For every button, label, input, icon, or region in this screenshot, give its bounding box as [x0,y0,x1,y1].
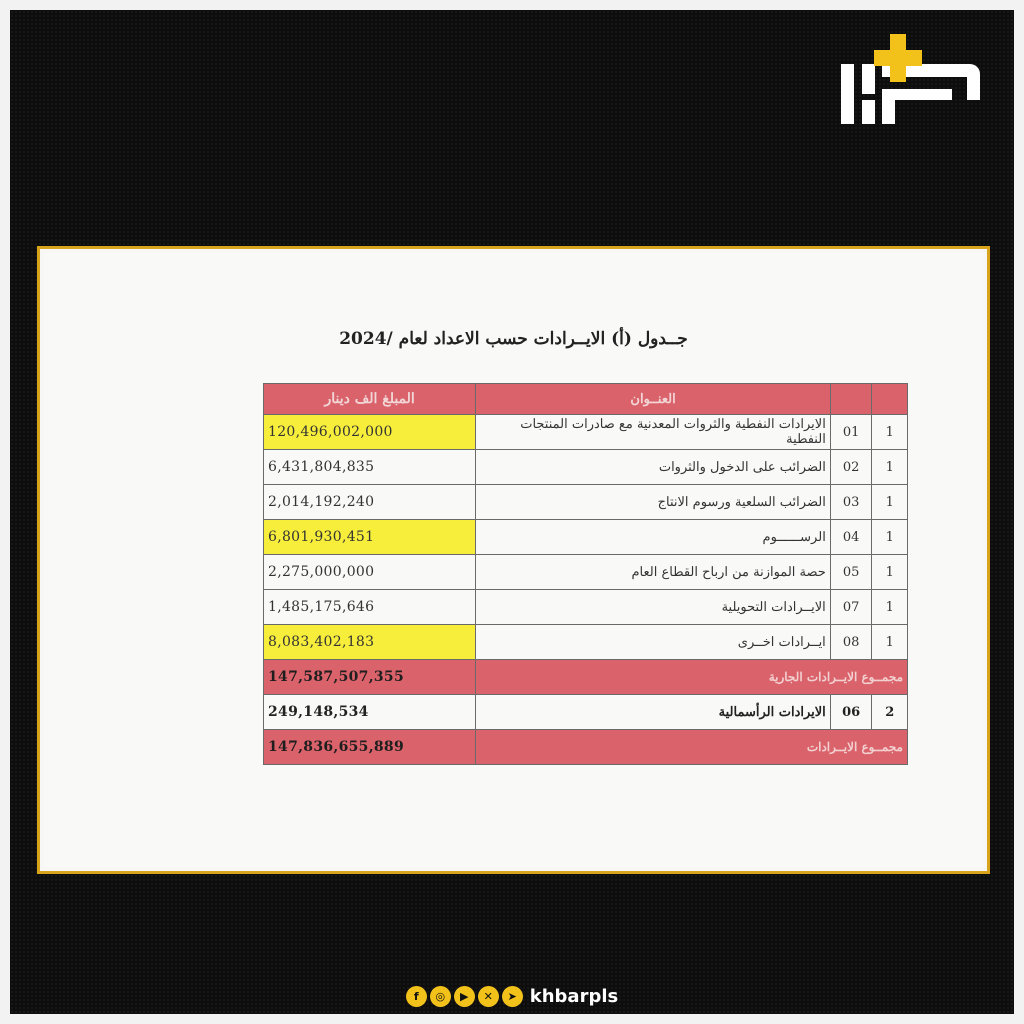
row-code: 05 [830,555,872,590]
footer-social-bar [0,986,1024,1007]
grand-total-row [264,730,908,765]
row-amount: 8,083,402,183 [264,625,476,660]
grand-total-label: مجمــوع الايــرادات [476,730,908,765]
x-icon[interactable]: ✕ [478,986,499,1007]
current-total-amount: 147,587,507,355 [264,660,476,695]
table-row [264,555,908,590]
telegram-icon[interactable]: ➤ [502,986,523,1007]
row-amount: 6,801,930,451 [264,520,476,555]
header-title: العنــوان [476,384,831,415]
row-index: 1 [872,450,908,485]
row-code: 03 [830,485,872,520]
row-title: الضرائب على الدخول والثروات [476,450,831,485]
row-index: 1 [872,485,908,520]
facebook-icon[interactable]: f [406,986,427,1007]
document-card [37,246,990,874]
table-row [264,485,908,520]
capital-index: 2 [872,695,908,730]
table-row [264,415,908,450]
grand-total-amount: 147,836,655,889 [264,730,476,765]
row-index: 1 [872,555,908,590]
revenue-table [263,383,908,765]
capital-row [264,695,908,730]
row-amount: 2,275,000,000 [264,555,476,590]
capital-code: 06 [830,695,872,730]
row-amount: 6,431,804,835 [264,450,476,485]
row-index: 1 [872,415,908,450]
row-amount: 120,496,002,000 [264,415,476,450]
document-paper [44,253,983,867]
row-code: 04 [830,520,872,555]
row-code: 07 [830,590,872,625]
youtube-icon[interactable]: ▶ [454,986,475,1007]
header-amount: المبلغ الف دينار [264,384,476,415]
row-title: الرســــــوم [476,520,831,555]
row-index: 1 [872,590,908,625]
row-amount: 1,485,175,646 [264,590,476,625]
row-code: 02 [830,450,872,485]
table-row [264,625,908,660]
header-index [872,384,908,415]
row-title: حصة الموازنة من ارباح القطاع العام [476,555,831,590]
table-row [264,590,908,625]
row-amount: 2,014,192,240 [264,485,476,520]
row-index: 1 [872,520,908,555]
table-header-row [264,384,908,415]
row-title: الايرادات النفطية والثروات المعدنية مع صادرات المنتجات النفطية [476,415,831,450]
capital-amount: 249,148,534 [264,695,476,730]
current-total-row [264,660,908,695]
header-code [830,384,872,415]
row-index: 1 [872,625,908,660]
logo-icon [838,34,988,130]
table-row [264,520,908,555]
row-code: 01 [830,415,872,450]
row-title: الايــرادات التحويلية [476,590,831,625]
current-total-label: مجمــوع الايــرادات الجارية [476,660,908,695]
page-title: جــدول (أ) الايــرادات حسب الاعداد لعام /2024 [339,329,688,349]
table-row [264,450,908,485]
brand-name[interactable]: khbarpls [529,986,619,1007]
instagram-icon[interactable]: ◎ [430,986,451,1007]
row-code: 08 [830,625,872,660]
row-title: ايــرادات اخــرى [476,625,831,660]
capital-title: الايرادات الرأسمالية [476,695,831,730]
row-title: الضرائب السلعية ورسوم الانتاج [476,485,831,520]
